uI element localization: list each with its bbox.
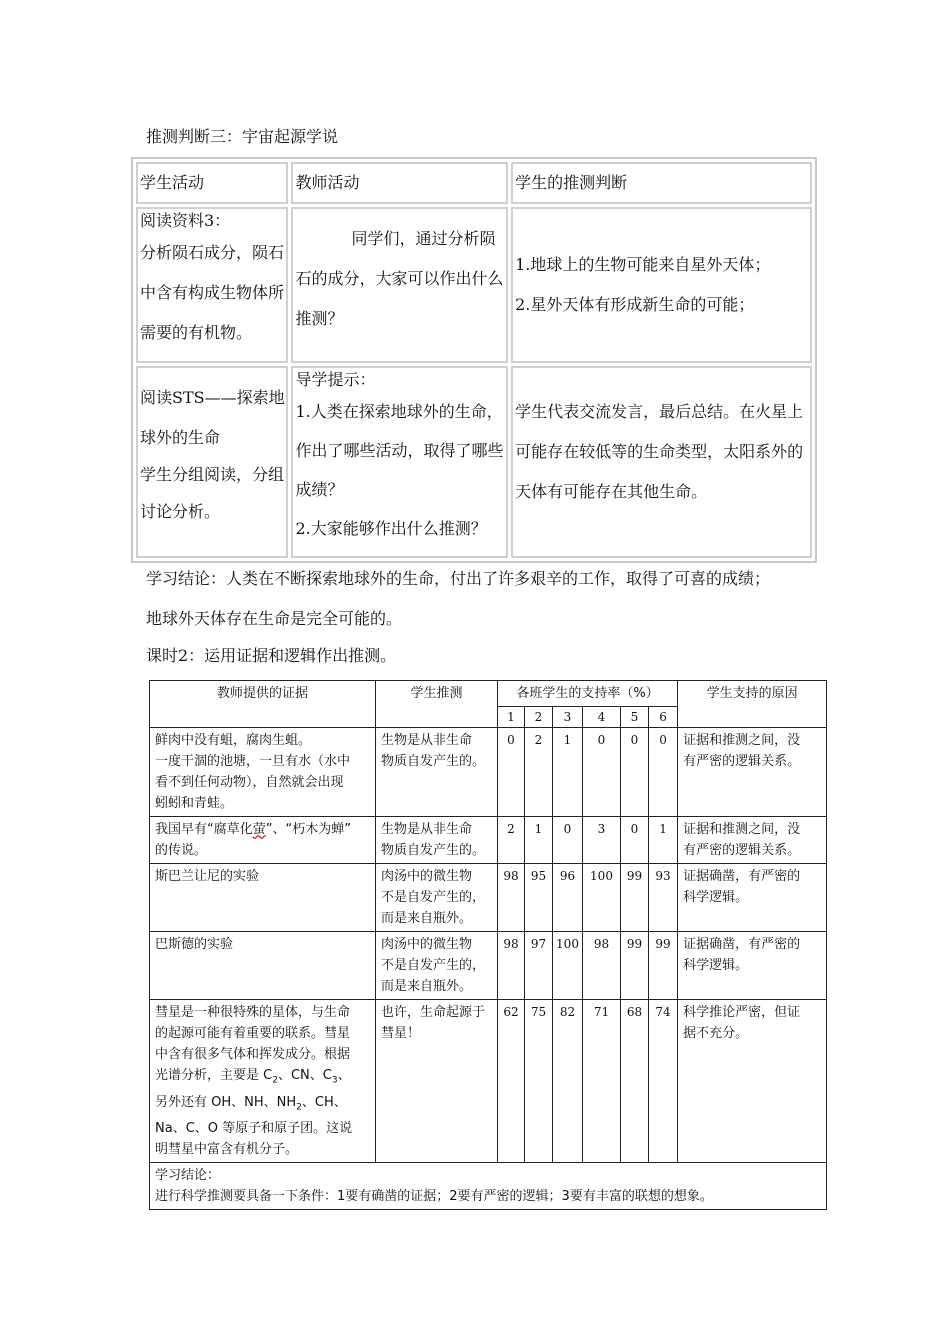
conclusion-line-2: 地球外天体存在生命是完全可能的。 (146, 609, 403, 628)
class-number: 6 (649, 707, 678, 728)
row2-teacher: 导学提示： 1.人类在探索地球外的生命， 作出了哪些活动，取得了哪些 成绩？ 2.大家能够作出什么推测？ (291, 366, 508, 558)
reason-cell: 证据和推测之间，没 有严密的逻辑关系。 (678, 728, 827, 817)
reason-cell: 证据确凿，有严密的 科学逻辑。 (678, 864, 827, 932)
lesson2-title: 课时2：运用证据和逻辑作出推测。 (146, 646, 397, 665)
header-evidence: 教师提供的证据 (150, 681, 376, 728)
rate-cell: 0 (621, 728, 649, 817)
rate-cell: 0 (553, 817, 583, 864)
row1-judgment: 1.地球上的生物可能来自星外天体； 2.星外天体有形成新生命的可能； (511, 207, 812, 363)
table-row (150, 864, 827, 932)
evidence-table (149, 680, 827, 1210)
inference-cell: 生物是从非生命 物质自发产生的。 (376, 817, 498, 864)
rate-cell: 3 (583, 817, 621, 864)
reason-cell: 证据和推测之间，没 有严密的逻辑关系。 (678, 817, 827, 864)
rate-cell: 0 (649, 728, 678, 817)
rate-cell: 99 (621, 932, 649, 1000)
class-number: 2 (525, 707, 553, 728)
row1-teacher: 同学们，通过分析陨 石的成分，大家可以作出什么 推测？ (291, 207, 508, 363)
evidence-cell: 鲜肉中没有蛆，腐肉生蛆。 一度干涸的池塘，一旦有水（水中 看不到任何动物），自然就会出现 蚓蚓和青蛙。 (150, 728, 376, 817)
rate-cell: 98 (583, 932, 621, 1000)
rate-cell: 71 (583, 1000, 621, 1163)
header-support-rate: 各班学生的支持率（%） (498, 681, 678, 707)
rate-cell: 0 (498, 728, 525, 817)
rate-cell: 74 (649, 1000, 678, 1163)
row2-student: 阅读STS——探索地 球外的生命 学生分组阅读，分组 讨论分析。 (136, 366, 288, 558)
evidence-cell: 我国早有“腐草化萤”、“朽木为蝉” 的传说。 (150, 817, 376, 864)
rate-cell: 99 (621, 864, 649, 932)
rate-cell: 0 (583, 728, 621, 817)
rate-cell: 68 (621, 1000, 649, 1163)
section-title: 推测判断三：宇宙起源学说 (146, 127, 339, 146)
table-row (150, 1000, 827, 1163)
rate-cell: 2 (525, 728, 553, 817)
rate-cell: 82 (553, 1000, 583, 1163)
conclusion-line-1: 学习结论：人类在不断探索地球外的生命，付出了许多艰辛的工作，取得了可喜的成绩； (146, 569, 771, 588)
rate-cell: 97 (525, 932, 553, 1000)
header-student-judgment: 学生的推测判断 (511, 162, 812, 204)
inference-cell: 肉汤中的微生物 不是自发产生的， 而是来自瓶外。 (376, 932, 498, 1000)
table-row (150, 728, 827, 817)
row1-student: 阅读资料3： 分析陨石成分，陨石 中含有构成生物体所 需要的有机物。 (136, 207, 288, 363)
inference-cell: 也许，生命起源于 彗星！ (376, 1000, 498, 1163)
rate-cell: 96 (553, 864, 583, 932)
evidence-cell: 斯巴兰让尼的实验 (150, 864, 376, 932)
rate-cell: 99 (649, 932, 678, 1000)
table-row (150, 932, 827, 1000)
rate-cell: 100 (553, 932, 583, 1000)
rate-cell: 93 (649, 864, 678, 932)
header-reason: 学生支持的原因 (678, 681, 827, 728)
evidence-cell: 巴斯德的实验 (150, 932, 376, 1000)
header-teacher-activity: 教师活动 (291, 162, 508, 204)
table-row (150, 817, 827, 864)
inference-cell: 生物是从非生命 物质自发产生的。 (376, 728, 498, 817)
class-number: 1 (498, 707, 525, 728)
rate-cell: 75 (525, 1000, 553, 1163)
rate-cell: 98 (498, 864, 525, 932)
rate-cell: 100 (583, 864, 621, 932)
class-number: 5 (621, 707, 649, 728)
rate-cell: 98 (498, 932, 525, 1000)
class-number: 3 (553, 707, 583, 728)
rate-cell: 62 (498, 1000, 525, 1163)
rate-cell: 1 (649, 817, 678, 864)
rate-cell: 0 (621, 817, 649, 864)
rate-cell: 1 (525, 817, 553, 864)
activity-table (131, 157, 817, 563)
class-number: 4 (583, 707, 621, 728)
header-inference: 学生推测 (376, 681, 498, 728)
rate-cell: 2 (498, 817, 525, 864)
table-conclusion: 学习结论： 进行科学推测要具备一下条件：1要有确凿的证据；2要有严密的逻辑；3要有丰富的联想的想象。 (150, 1163, 827, 1210)
inference-cell: 肉汤中的微生物 不是自发产生的， 而是来自瓶外。 (376, 864, 498, 932)
header-student-activity: 学生活动 (136, 162, 288, 204)
row2-judgment: 学生代表交流发言，最后总结。在火星上 可能存在较低等的生命类型，太阳系外的 天体有可能存在其他生命。 (511, 366, 812, 558)
rate-cell: 95 (525, 864, 553, 932)
rate-cell: 1 (553, 728, 583, 817)
reason-cell: 科学推论严密，但证 据不充分。 (678, 1000, 827, 1163)
reason-cell: 证据确凿，有严密的 科学逻辑。 (678, 932, 827, 1000)
evidence-cell: 彗星是一种很特殊的星体，与生命 的起源可能有着重要的联系。彗星 中含有很多气体和挥发成分。根据 光谱分析，主要是 $C_2$、CN、$C_3$、 另外还有 OH、NH、$NH_2$、CH、 Na、C、O 等原子和原子团。这说 明彗星中富含有机分子。 (150, 1000, 376, 1163)
